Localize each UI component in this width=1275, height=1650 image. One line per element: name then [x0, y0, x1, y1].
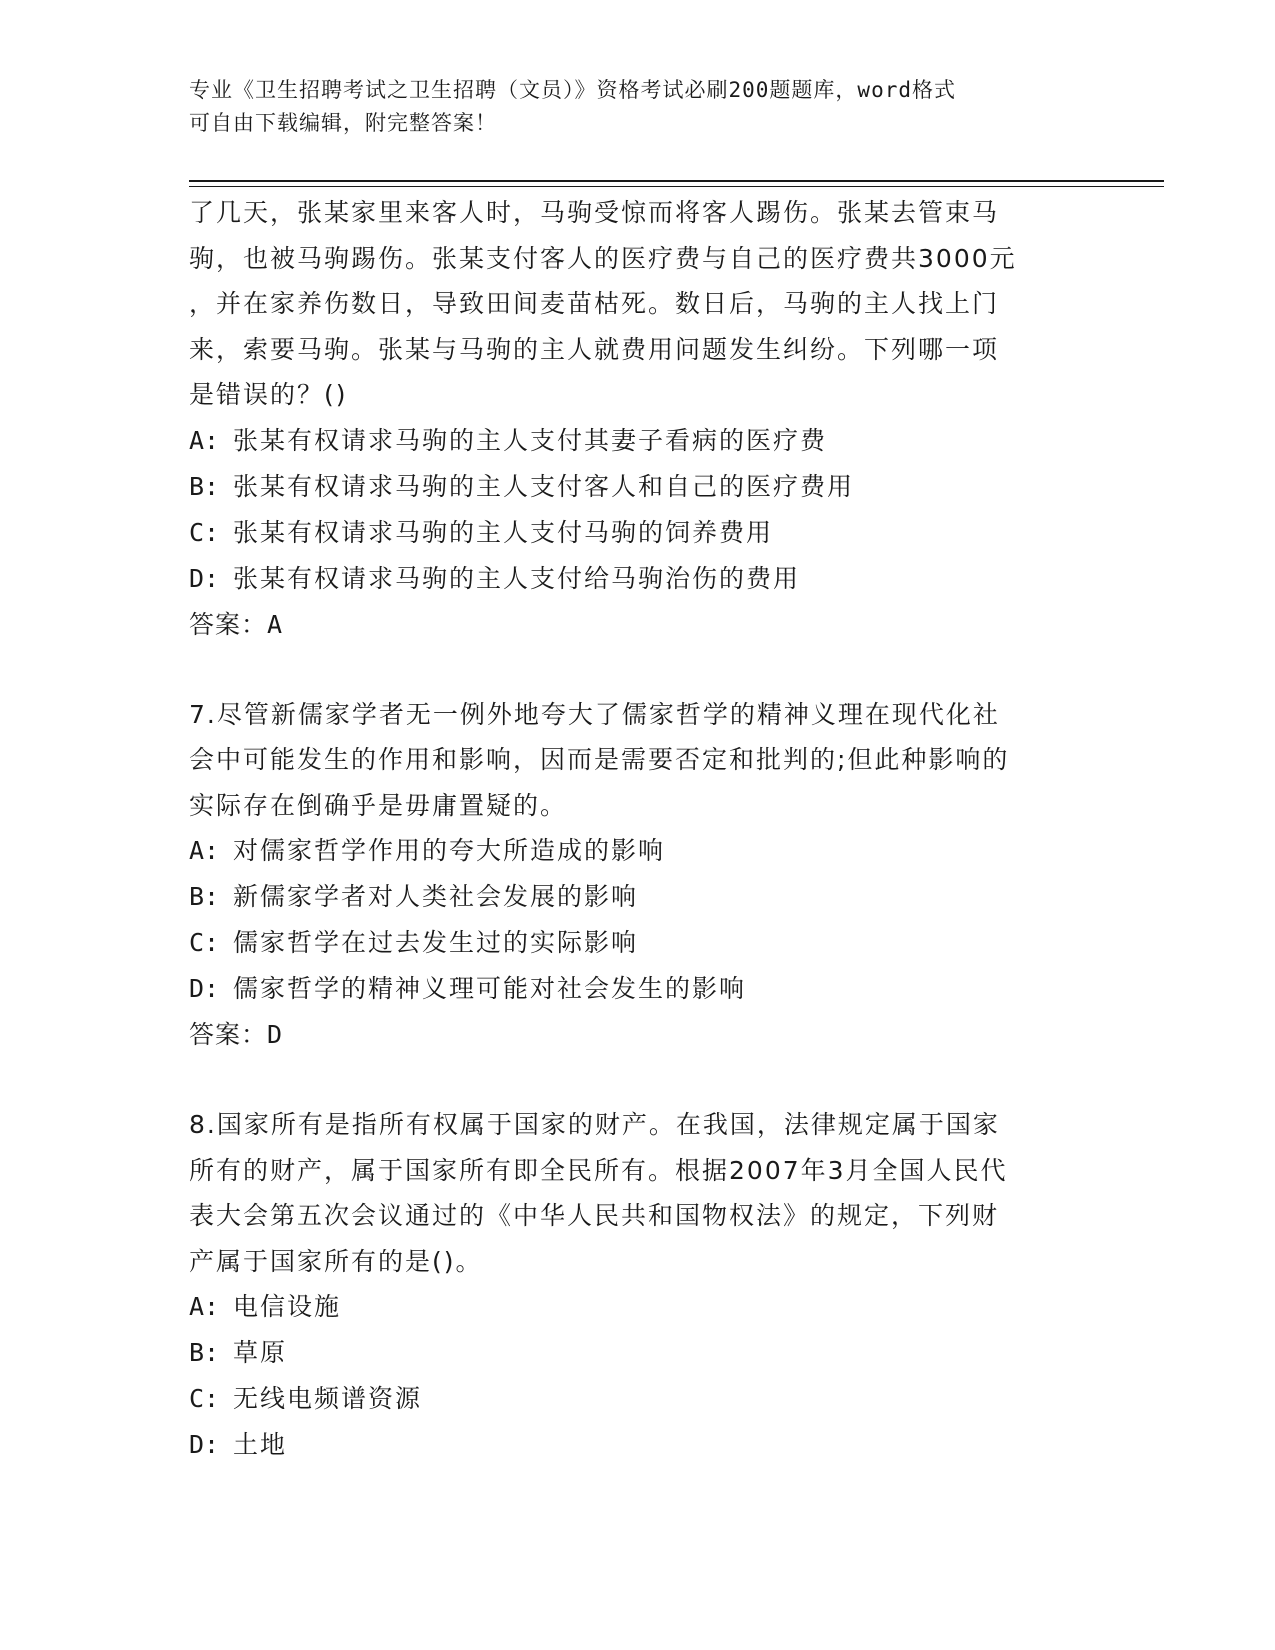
- option-label: B:: [189, 882, 220, 911]
- question-stem-line: 表大会第五次会议通过的《中华人民共和国物权法》的规定，下列财: [189, 1201, 1000, 1230]
- option-label: B:: [189, 1338, 220, 1367]
- option-b: [189, 874, 1089, 920]
- option-text: 张某有权请求马驹的主人支付给马驹治伤的费用: [233, 563, 801, 593]
- question-stem-line: ，并在家养伤数日，导致田间麦苗枯死。数日后，马驹的主人找上门: [189, 289, 1000, 318]
- option-text: 张某有权请求马驹的主人支付其妻子看病的医疗费: [233, 425, 828, 455]
- option-a: [189, 418, 1089, 464]
- option-text: 儒家哲学的精神义理可能对社会发生的影响: [233, 974, 747, 1003]
- header-title-line-2: 可自由下载编辑，附完整答案！: [189, 111, 497, 135]
- option-label: D:: [189, 1430, 220, 1459]
- option-c: [189, 1376, 1089, 1422]
- question-stem-line: 实际存在倒确乎是毋庸置疑的。: [189, 790, 568, 820]
- question-stem-line: 驹，也被马驹踢伤。张某支付客人的医疗费与自己的医疗费共3000元: [189, 243, 1017, 273]
- header-title-line-1: 专业《卫生招聘考试之卫生招聘（文员）》资格考试必刷200题题库，word格式: [189, 78, 956, 102]
- question-stem-line: 所有的财产，属于国家所有即全民所有。根据2007年3月全国人民代: [189, 1155, 1008, 1185]
- option-c: [189, 510, 1089, 556]
- option-label: C:: [189, 517, 220, 547]
- question-7: [189, 692, 1089, 1059]
- option-text: 电信设施: [233, 1292, 342, 1321]
- option-label: A:: [189, 836, 220, 865]
- option-label: A:: [189, 1292, 220, 1321]
- option-d: [189, 1422, 1089, 1468]
- option-c: [189, 920, 1089, 966]
- document-body: [189, 190, 1089, 1468]
- option-text: 新儒家学者对人类社会发展的影响: [233, 882, 639, 911]
- question-stem-line: 是错误的？(): [189, 380, 348, 409]
- option-label: C:: [189, 1384, 220, 1413]
- option-label: D:: [189, 974, 220, 1003]
- option-d: [189, 966, 1089, 1012]
- option-text: 张某有权请求马驹的主人支付客人和自己的医疗费用: [233, 471, 855, 501]
- question-8: [189, 1102, 1089, 1468]
- question-stem-line: 会中可能发生的作用和影响，因而是需要否定和批判的;但此种影响的: [189, 745, 1010, 774]
- answer-line: 答案：A: [189, 609, 284, 639]
- question-stem-line: 7.尽管新儒家学者无一例外地夸大了儒家哲学的精神义理在现代化社: [189, 699, 1000, 729]
- option-b: [189, 464, 1089, 510]
- option-text: 土地: [233, 1430, 288, 1459]
- option-b: [189, 1330, 1089, 1376]
- option-text: 无线电频谱资源: [233, 1384, 423, 1413]
- option-label: B:: [189, 471, 220, 501]
- document-header: [189, 74, 1089, 140]
- header-divider-thick: [189, 180, 1164, 182]
- option-d: [189, 556, 1089, 602]
- question-stem-line: 来，索要马驹。张某与马驹的主人就费用问题发生纠纷。下列哪一项: [189, 334, 1000, 364]
- option-text: 草原: [233, 1338, 288, 1367]
- question-stem-line: 了几天，张某家里来客人时，马驹受惊而将客人踢伤。张某去管束马: [189, 198, 1000, 227]
- answer-line: 答案：D: [189, 1020, 284, 1049]
- option-label: A:: [189, 425, 220, 455]
- option-a: [189, 1284, 1089, 1330]
- question-stem-line: 产属于国家所有的是()。: [189, 1246, 483, 1276]
- question-6: [189, 190, 1089, 648]
- option-text: 儒家哲学在过去发生过的实际影响: [233, 928, 639, 957]
- header-divider-thin: [189, 186, 1164, 187]
- option-label: C:: [189, 928, 220, 957]
- option-text: 张某有权请求马驹的主人支付马驹的饲养费用: [233, 517, 774, 547]
- option-text: 对儒家哲学作用的夸大所造成的影响: [233, 836, 666, 865]
- option-label: D:: [189, 563, 220, 593]
- question-stem-line: 8.国家所有是指所有权属于国家的财产。在我国，法律规定属于国家: [189, 1110, 1000, 1139]
- option-a: [189, 828, 1089, 874]
